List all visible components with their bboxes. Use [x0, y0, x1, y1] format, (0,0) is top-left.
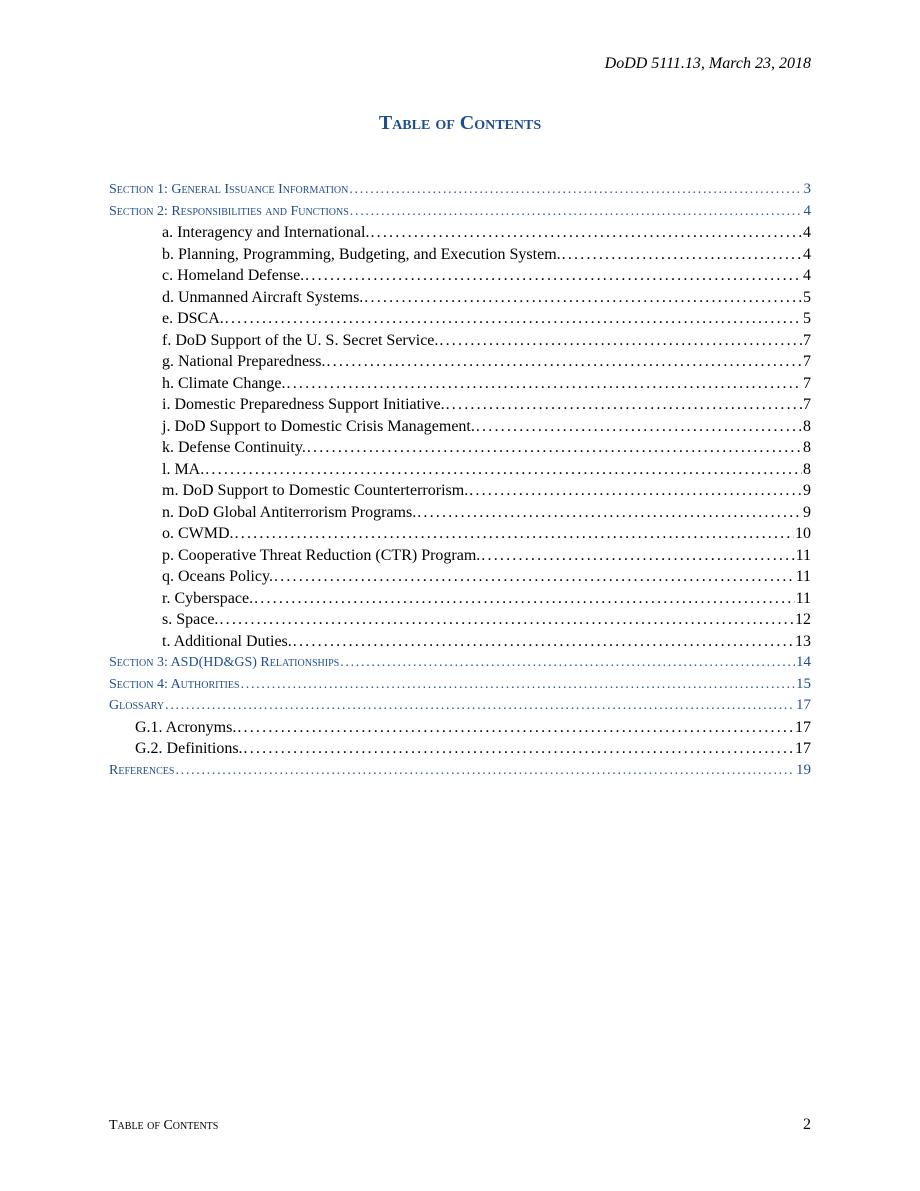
toc-page-number: 7 — [803, 353, 811, 370]
dot-leader — [175, 760, 795, 782]
toc-entry[interactable] — [109, 459, 811, 481]
toc-page-number: 5 — [803, 288, 811, 306]
toc-entry-label: i. Domestic Preparedness Support Initiative. — [162, 396, 445, 413]
toc-entry-label: G.1. Acronyms. — [135, 718, 237, 736]
toc-entry-label: q. Oceans Policy. — [162, 568, 273, 585]
toc-entry-label: n. DoD Global Antiterrorism Programs. — [162, 503, 417, 521]
toc-entry-label: t. Additional Duties. — [162, 632, 292, 650]
toc-page-number: 10 — [795, 525, 811, 542]
toc-page-number: 7 — [803, 331, 811, 349]
dot-leader — [274, 566, 795, 588]
dot-leader — [235, 523, 794, 545]
toc-section-link[interactable] — [109, 652, 811, 674]
toc-section-link[interactable] — [109, 179, 811, 201]
dot-leader — [340, 652, 795, 674]
toc-entry-label: Glossary — [109, 698, 165, 713]
toc-entry[interactable] — [109, 631, 811, 653]
toc-entry-label: Section 4: Authorities — [109, 676, 240, 692]
dot-leader — [417, 502, 802, 524]
toc-entry[interactable] — [109, 222, 811, 244]
toc-entry[interactable] — [109, 609, 811, 631]
toc-entry-label: Section 1: General Issuance Information — [109, 182, 349, 197]
toc-page-number: 9 — [803, 503, 811, 521]
toc-entry[interactable] — [109, 502, 811, 524]
dot-leader — [165, 695, 795, 717]
dot-leader — [439, 330, 802, 352]
dot-leader — [305, 265, 802, 287]
toc-entry-label: d. Unmanned Aircraft Systems. — [162, 288, 364, 306]
toc-section-link[interactable] — [109, 695, 811, 717]
toc-entry[interactable] — [109, 416, 811, 438]
toc-entry[interactable] — [109, 738, 811, 760]
toc-entry[interactable] — [109, 330, 811, 352]
toc-page-number: 4 — [803, 224, 811, 241]
dot-leader — [476, 416, 802, 438]
toc-page-number: 4 — [803, 202, 811, 219]
toc-page-number: 4 — [803, 245, 811, 263]
toc-page-number: 12 — [795, 611, 811, 628]
toc-entry[interactable] — [109, 308, 811, 330]
toc-entry[interactable] — [109, 244, 811, 266]
dot-leader — [327, 351, 802, 373]
toc-entry-label: m. DoD Support to Domestic Counterterrorism. — [162, 482, 469, 499]
footer-section-name: Table of Contents — [109, 1118, 219, 1133]
toc-entry-label: b. Planning, Programming, Budgeting, and Execution System. — [162, 245, 561, 263]
dot-leader — [237, 717, 794, 739]
dot-leader — [254, 588, 795, 610]
dot-leader — [446, 394, 802, 416]
toc-entry[interactable] — [109, 351, 811, 373]
toc-entry[interactable] — [109, 588, 811, 610]
toc-entry[interactable] — [109, 287, 811, 309]
toc-page-number: 11 — [795, 568, 811, 585]
toc-entry[interactable] — [109, 394, 811, 416]
document-reference: DoDD 5111.13, March 23, 2018 — [604, 55, 811, 72]
toc-page-number: 9 — [803, 482, 811, 499]
dot-leader — [364, 287, 802, 309]
toc-page-number: 17 — [795, 740, 811, 757]
toc-page-number: 5 — [803, 310, 811, 327]
toc-entry-label: f. DoD Support of the U. S. Secret Service. — [162, 331, 439, 349]
toc-page-number: 17 — [795, 718, 811, 736]
toc-page-number: 3 — [803, 181, 811, 197]
toc-entry[interactable] — [109, 566, 811, 588]
dot-leader — [225, 308, 802, 330]
toc-section-link[interactable] — [109, 760, 811, 782]
toc-entry-label: Section 3: ASD(HD&GS) Relationships — [109, 655, 340, 670]
toc-entry-label: k. Defense Continuity. — [162, 439, 306, 456]
toc-page-number: 7 — [803, 374, 811, 392]
footer-page-number: 2 — [803, 1116, 811, 1133]
dot-leader — [469, 480, 802, 502]
toc-entry-label: o. CWMD. — [162, 525, 234, 542]
toc-page-number: 7 — [803, 396, 811, 413]
dot-leader — [219, 609, 794, 631]
toc-page-number: 14 — [796, 654, 811, 670]
dot-leader — [307, 437, 802, 459]
toc-entry-label: p. Cooperative Threat Reduction (CTR) Program. — [162, 546, 481, 564]
toc-entry-label: a. Interagency and International. — [162, 224, 370, 241]
toc-entry-label: l. MA. — [162, 460, 205, 478]
toc-page-number: 11 — [795, 546, 811, 564]
toc-section-link[interactable] — [109, 201, 811, 223]
dot-leader — [244, 738, 794, 760]
toc-entry[interactable] — [109, 523, 811, 545]
toc-page-number: 8 — [803, 439, 811, 456]
toc-section-link[interactable] — [109, 674, 811, 696]
toc-entry-label: e. DSCA. — [162, 310, 224, 327]
toc-entry[interactable] — [109, 373, 811, 395]
toc-page-number: 19 — [796, 761, 811, 778]
dot-leader — [481, 545, 794, 567]
toc-page-number: 15 — [796, 675, 811, 692]
toc-page-number: 8 — [803, 417, 811, 435]
toc-page-number: 17 — [796, 697, 811, 713]
dot-leader — [241, 674, 795, 696]
toc-entry[interactable] — [109, 480, 811, 502]
toc-page-number: 4 — [803, 267, 811, 284]
dot-leader — [350, 201, 803, 223]
toc-entry[interactable] — [109, 717, 811, 739]
toc-entry[interactable] — [109, 265, 811, 287]
dot-leader — [293, 631, 794, 653]
toc-entry-label: s. Space. — [162, 611, 219, 628]
toc-entry-label: r. Cyberspace. — [162, 589, 254, 607]
dot-leader — [370, 222, 802, 244]
dot-leader — [287, 373, 802, 395]
toc-page-number: 13 — [795, 632, 811, 650]
toc-entry-label: References — [109, 762, 175, 778]
toc-page-number: 11 — [795, 589, 811, 607]
toc-entry[interactable] — [109, 545, 811, 567]
toc-entry-label: g. National Preparedness. — [162, 353, 326, 370]
dot-leader — [562, 244, 802, 266]
toc-entry-label: G.2. Definitions. — [135, 740, 243, 757]
toc-entry-label: c. Homeland Defense. — [162, 267, 305, 284]
toc-entry-label: Section 2: Responsibilities and Functions — [109, 203, 349, 219]
toc-entry-label: h. Climate Change. — [162, 374, 286, 392]
dot-leader — [349, 179, 802, 201]
page-title: Table of Contents — [378, 112, 542, 134]
toc-entry[interactable] — [109, 437, 811, 459]
toc-entry-label: j. DoD Support to Domestic Crisis Management. — [162, 417, 475, 435]
toc-page-number: 8 — [803, 460, 811, 478]
dot-leader — [205, 459, 802, 481]
table-of-contents — [109, 179, 811, 781]
